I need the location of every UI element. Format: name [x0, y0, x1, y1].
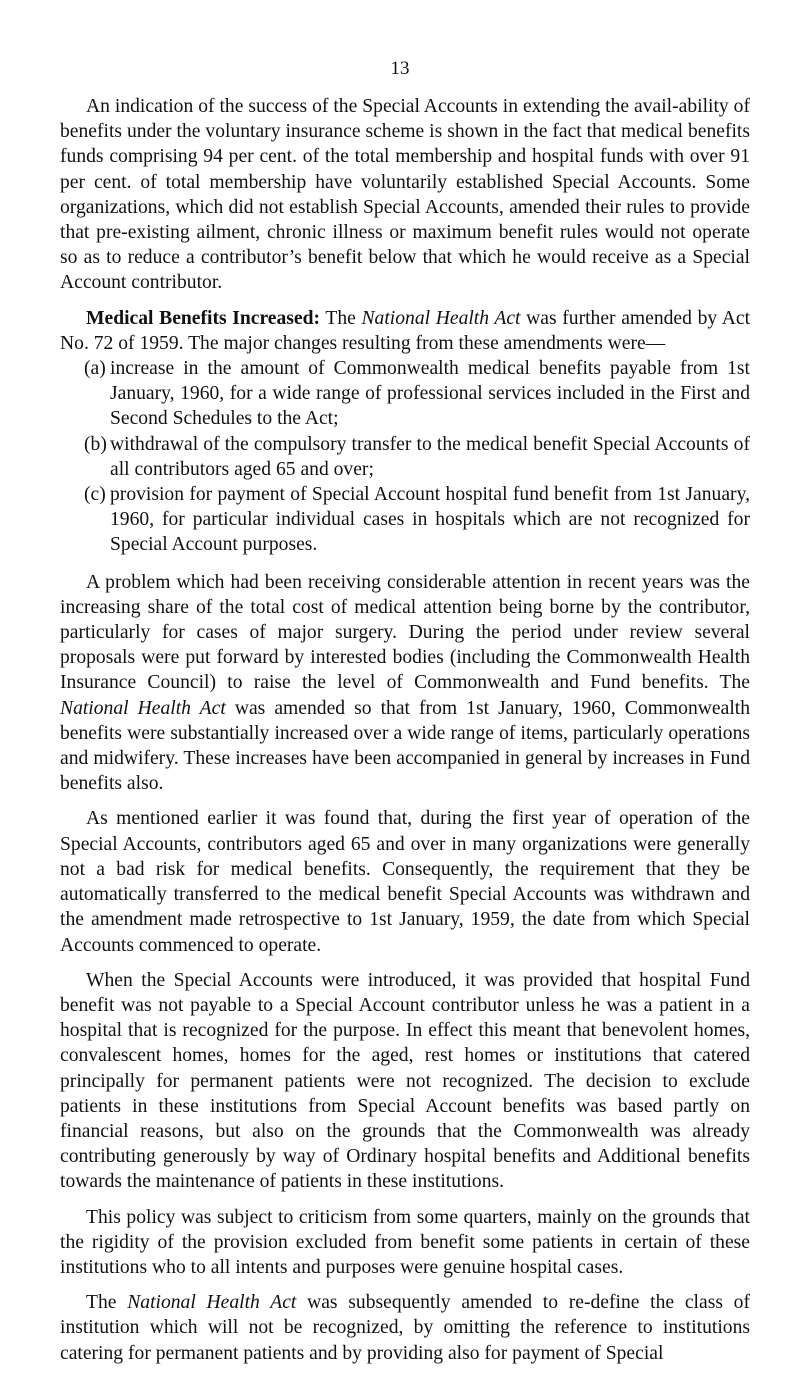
paragraph-policy-criticism: This policy was subject to criticism from some quarters, mainly on the grounds that the rigidity of the provision excluded from benefit some patients in certain of these institutions who to all intents and purposes were genuine hospital cases.: [60, 1206, 750, 1278]
list-marker: (b): [84, 433, 107, 455]
act-title: National Health Act: [127, 1292, 297, 1314]
page-number: 13: [390, 58, 410, 79]
list-item: [60, 356, 750, 432]
text-run: A problem which had been receiving considerable attention in recent years was the increasing share of the total cost of medical attention being borne by the contributor, particularly for cases of major surgery. During the period under review several proposals were put forward by interested bodies (including the Commonwealth Health Insurance Council) to raise the level of Commonwealth and Fund benefits. The: [60, 571, 750, 694]
text-run: The: [86, 1292, 128, 1314]
list-item: [60, 432, 750, 482]
text-run: was subsequently amended to re-define the class of institution which will not be recognized, by omitting the reference to institutions catering for permanent patients and by providing also for payment of Special: [60, 1292, 750, 1364]
paragraph-redefinition: [60, 1290, 750, 1366]
paragraph-special-accounts-success: An indication of the success of the Special Accounts in extending the avail-ability of benefits under the voluntary insurance scheme is shown in the fact that medical benefits funds comprising 94 per cent. of the total membership and hospital funds with over 91 per cent. of total membership have voluntarily established Special Accounts. Some organizations, which did not establish Special Accounts, amended their rules to provide that pre-existing ailment, chronic illness or maximum benefit rules would not operate so as to reduce a contributor’s benefit below that which he would receive as a Special Account contributor.: [60, 96, 750, 294]
text-run: was further amended by Act No. 72 of 1959. The major changes resulting from these amendments were—: [60, 307, 751, 354]
list-item-text: withdrawal of the compulsory transfer to the medical benefit Special Accounts of all contributors aged 65 and over;: [110, 433, 750, 480]
act-title: National Health Act: [60, 697, 226, 719]
paragraph-cost-problem: [60, 570, 750, 797]
list-item-text: provision for payment of Special Account hospital fund benefit from 1st January, 1960, for particular individual cases in hospitals which are not recognized for Special Account purposes.: [110, 484, 750, 556]
paragraph-medical-benefits-increased: [60, 306, 750, 356]
list-item: [60, 482, 750, 558]
amendments-list: [60, 356, 750, 558]
body-text: [60, 94, 750, 1376]
paragraph-aged-contributors: As mentioned earlier it was found that, during the first year of operation of the Special Accounts, contributors aged 65 and over in many organizations were generally not a bad risk for medical benefits. Consequently, the requirement that they be automatically transferred to the medical benefit Special Accounts was withdrawn and the amendment made retrospective to 1st January, 1959, the date from which Special Accounts commenced to operate.: [60, 808, 750, 956]
list-marker: (c): [84, 484, 106, 506]
section-heading: Medical Benefits Increased:: [86, 307, 321, 329]
list-item-text: increase in the amount of Commonwealth medical benefits payable from 1st January, 1960, for a wide range of professional services included in the First and Second Schedules to the Act;: [110, 358, 750, 430]
text-run: was amended so that from 1st January, 1960, Commonwealth benefits were substantially increased over a wide range of items, particularly operations and midwifery. These increases have been accompanied in general by increases in Fund benefits also.: [60, 697, 750, 795]
text-run: The: [320, 307, 362, 329]
list-marker: (a): [84, 358, 106, 380]
paragraph-hospital-fund-benefit: When the Special Accounts were introduced, it was provided that hospital Fund benefit was not payable to a Special Account contributor unless he was a patient in a hospital that is recognized for the purpose. In effect this meant that benevolent homes, convalescent homes, homes for the aged, rest homes or institutions that catered principally for permanent patients were not recognized. The decision to exclude patients in these institutions from Special Account benefits was based partly on financial reasons, but also on the grounds that the Commonwealth was already contributing generously by way of Ordinary hospital benefits and Additional benefits towards the maintenance of patients in these institutions.: [60, 969, 750, 1193]
act-title: National Health Act: [361, 307, 521, 329]
